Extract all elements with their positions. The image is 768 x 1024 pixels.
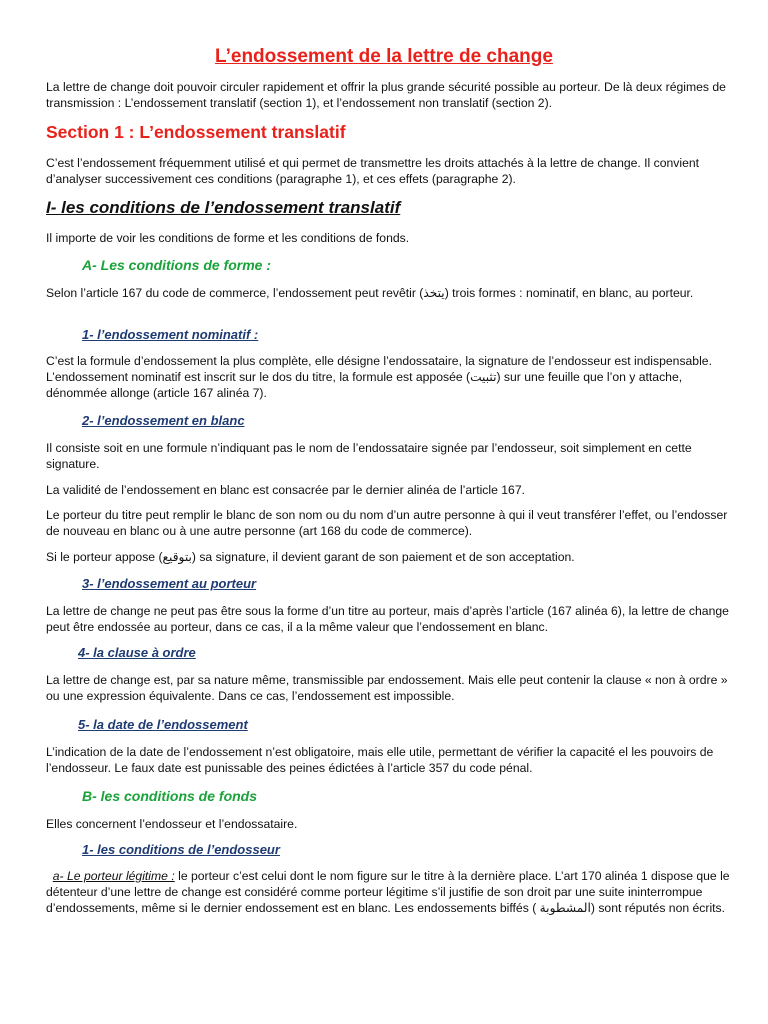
- sub2-heading: 2- l’endossement en blanc: [82, 413, 245, 428]
- part1-heading: I- les conditions de l’endossement translatif: [46, 198, 401, 217]
- document-title: L’endossement de la lettre de change: [215, 46, 553, 67]
- intro-paragraph: La lettre de change doit pouvoir circuler rapidement et offrir la plus grande sécurité possible au porteur. De là deux régimes de transmission : L’endossement translatif (section 1), et l’endossement non translatif (section 2).: [46, 80, 726, 110]
- sub4-heading: 4- la clause à ordre: [78, 645, 196, 660]
- sub4-paragraph: La lettre de change est, par sa nature même, transmissible par endossement. Mais elle peut contenir la clause « non à ordre » ou une expression équivalente. Dans ce cas, l’endossement est impossible.: [46, 673, 728, 703]
- sub5-heading: 5- la date de l’endossement: [78, 717, 248, 732]
- subB1-heading: 1- les conditions de l’endosseur: [82, 842, 280, 857]
- sub2-paragraph-1: Il consiste soit en une formule n’indiquant pas le nom de l’endossataire signée par l’endosseur, soit simplement en cette signature.: [46, 441, 692, 471]
- partA-paragraph: Selon l’article 167 du code de commerce, l’endossement peut revêtir (يتخذ) trois formes : nominatif, en blanc, au porteur.: [46, 286, 694, 300]
- partB-heading: B- les conditions de fonds: [82, 788, 258, 804]
- section1-paragraph: C’est l’endossement fréquemment utilisé et qui permet de transmettre les droits attachés à la lettre de change. Il convient d’analyser successivement ces conditions (paragraphe 1), et ces effets (paragraphe 2).: [46, 156, 700, 186]
- sub2-paragraph-4: Si le porteur appose (بتوقيع) sa signature, il devient garant de son paiement et de son acceptation.: [46, 550, 575, 564]
- sub3-paragraph: La lettre de change ne peut pas être sous la forme d’un titre au porteur, mais d’après l’article (167 alinéa 6), la lettre de change peut être endossée au porteur, dans ce cas, il a la même valeur que l’endossement en blanc.: [46, 604, 729, 634]
- section1-heading: Section 1 : L’endossement translatif: [46, 122, 346, 142]
- part1-paragraph: Il importe de voir les conditions de forme et les conditions de fonds.: [46, 231, 410, 245]
- sub1-heading: 1- l’endossement nominatif :: [82, 327, 259, 342]
- sub2-paragraph-3: Le porteur du titre peut remplir le blanc de son nom ou du nom d’un autre personne à qui il veut transférer l’effet, ou l’endosser de nouveau en blanc ou à une autre personne (art 168 du code de commerce).: [46, 508, 728, 538]
- sub5-paragraph: L’indication de la date de l’endossement n’est obligatoire, mais elle utile, permettant de vérifier la capacité el les pouvoirs de l’endosseur. Le faux date est punissable des peines édictées à l’article 357 du code pénal.: [46, 745, 714, 775]
- legitimate-holder-text: le porteur c’est celui dont le nom figure sur le titre à la dernière place. L’art 170 alinéa 1 dispose que le détenteur d’une lettre de change est considéré comme porteur légitime s’il justifie de son droit par une suite ininterrompue d’endossements, même si le dernier endossement est en blanc. Les endossements biffés ( المشطوبة) sont réputés non écrits.: [46, 869, 730, 915]
- partA-heading: A- Les conditions de forme :: [82, 257, 272, 273]
- sub2-paragraph-2: La validité de l’endossement en blanc est consacrée par le dernier alinéa de l’article 167.: [46, 483, 525, 497]
- partB-paragraph: Elles concernent l’endosseur et l’endossataire.: [46, 817, 298, 831]
- sub3-heading: 3- l’endossement au porteur: [82, 576, 257, 591]
- sub1-paragraph: C’est la formule d’endossement la plus complète, elle désigne l’endossataire, la signature de l’endosseur est indispensable. L’endossement nominatif est inscrit sur le dos du titre, la formule est apposée (تثبيت) sur une feuille que l’on y attache, dénommée allonge (article 167 alinéa 7).: [46, 354, 712, 400]
- subB1-paragraph: [46, 868, 732, 916]
- legitimate-holder-label: a- Le porteur légitime :: [52, 869, 175, 883]
